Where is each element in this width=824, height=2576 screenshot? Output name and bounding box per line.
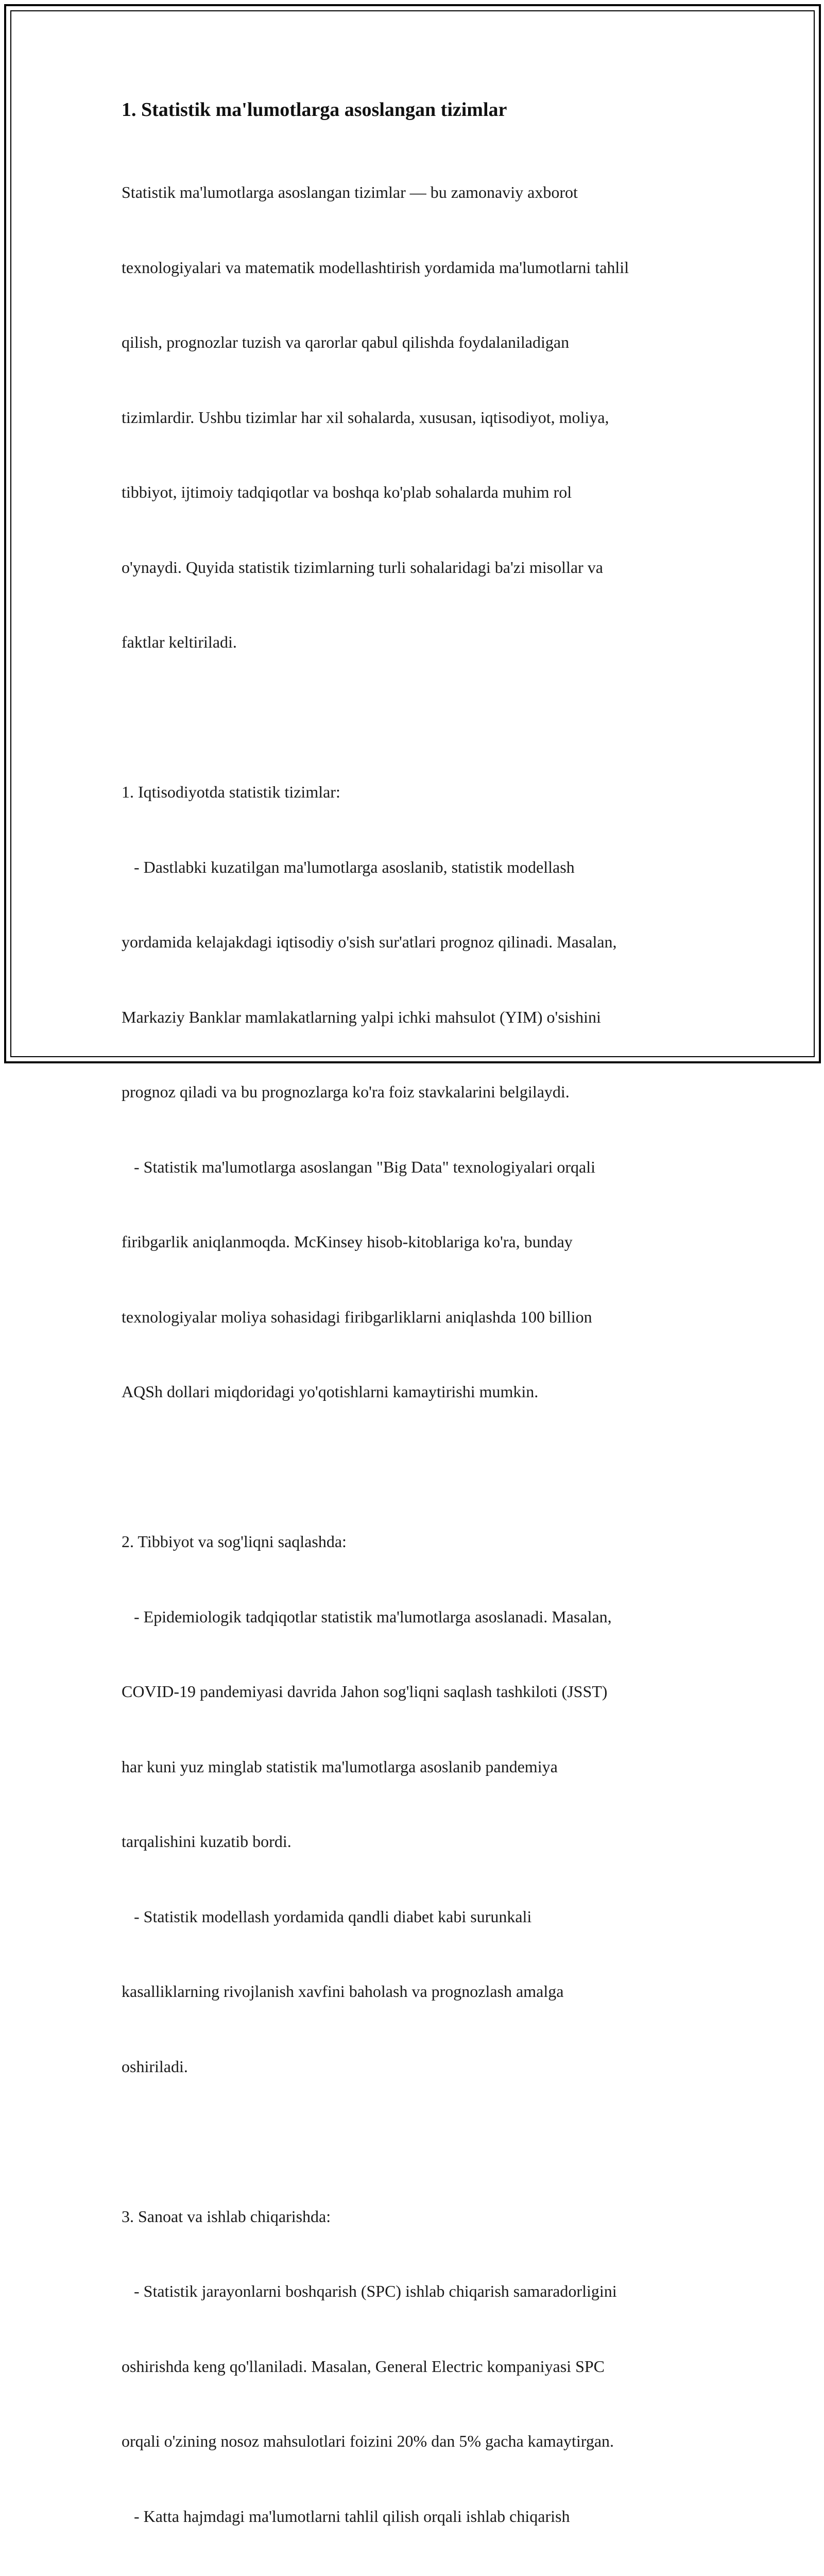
text-line: - Epidemiologik tadqiqotlar statistik ma'lumotlarga asoslanadi. Masalan, — [122, 1604, 709, 1630]
text-line: COVID-19 pandemiyasi davrida Jahon sog'liqni saqlash tashkiloti (JSST) — [122, 1679, 709, 1704]
document-body — [122, 97, 709, 2576]
text-line: - Statistik ma'lumotlarga asoslangan "Big Data" texnologiyalari orqali — [122, 1155, 709, 1180]
section-healthcare — [122, 1479, 709, 2129]
text-line: - Statistik jarayonlarni boshqarish (SPC) ishlab chiqarish samaradorligini — [122, 2279, 709, 2304]
intro-paragraph — [122, 130, 709, 705]
text-line: tizimlardir. Ushbu tizimlar har xil sohalarda, xususan, iqtisodiyot, moliya, — [122, 405, 709, 430]
section-heading: 1. Iqtisodiyotda statistik tizimlar: — [122, 779, 709, 805]
text-line: orqali o'zining nosoz mahsulotlari foizini 20% dan 5% gacha kamaytirgan. — [122, 2429, 709, 2454]
text-line: har kuni yuz minglab statistik ma'lumotlarga asoslanib pandemiya — [122, 1754, 709, 1780]
text-line: oshiriladi. — [122, 2054, 709, 2079]
text-line: tarqalishini kuzatib bordi. — [122, 1829, 709, 1854]
text-line: prognoz qiladi va bu prognozlarga ko'ra foiz stavkalarini belgilaydi. — [122, 1079, 709, 1105]
text-line: tibbiyot, ijtimoiy tadqiqotlar va boshqa ko'plab sohalarda muhim rol — [122, 480, 709, 505]
text-line: faktlar keltiriladi. — [122, 630, 709, 655]
text-line: oshirishda keng qo'llaniladi. Masalan, General Electric kompaniyasi SPC — [122, 2354, 709, 2379]
text-line: - Statistik modellash yordamida qandli diabet kabi surunkali — [122, 1904, 709, 1929]
text-line: kasalliklarning rivojlanish xavfini baholash va prognozlash amalga — [122, 1979, 709, 2004]
text-line: firibgarlik aniqlanmoqda. McKinsey hisob-kitoblariga ko'ra, bunday — [122, 1229, 709, 1255]
section-heading: 2. Tibbiyot va sog'liqni saqlashda: — [122, 1529, 709, 1554]
text-line: yordamida kelajakdagi iqtisodiy o'sish sur'atlari prognoz qilinadi. Masalan, — [122, 929, 709, 955]
section-heading: 3. Sanoat va ishlab chiqarishda: — [122, 2204, 709, 2229]
paragraph-spacer — [122, 705, 709, 730]
text-line: - Dastlabki kuzatilgan ma'lumotlarga asoslanib, statistik modellash — [122, 855, 709, 880]
text-line: texnologiyalar moliya sohasidagi firibgarliklarni aniqlashda 100 billion — [122, 1304, 709, 1330]
text-line: o'ynaydi. Quyida statistik tizimlarning turli sohalaridagi ba'zi misollar va — [122, 555, 709, 580]
paragraph-spacer — [122, 2129, 709, 2154]
page-title: 1. Statistik ma'lumotlarga asoslangan tizimlar — [122, 97, 709, 123]
text-line: Statistik ma'lumotlarga asoslangan tizimlar — bu zamonaviy axborot — [122, 180, 709, 205]
paragraph-spacer — [122, 1454, 709, 1480]
section-economy — [122, 730, 709, 1454]
text-line: - Katta hajmdagi ma'lumotlarni tahlil qilish orqali ishlab chiqarish — [122, 2504, 709, 2529]
text-line: Markaziy Banklar mamlakatlarning yalpi ichki mahsulot (YIM) o'sishini — [122, 1005, 709, 1030]
section-industry — [122, 2154, 709, 2576]
text-line: texnologiyalari va matematik modellashtirish yordamida ma'lumotlarni tahlil — [122, 255, 709, 280]
text-line: AQSh dollari miqdoridagi yo'qotishlarni kamaytirishi mumkin. — [122, 1379, 709, 1404]
text-line: qilish, prognozlar tuzish va qarorlar qabul qilishda foydalaniladigan — [122, 330, 709, 355]
